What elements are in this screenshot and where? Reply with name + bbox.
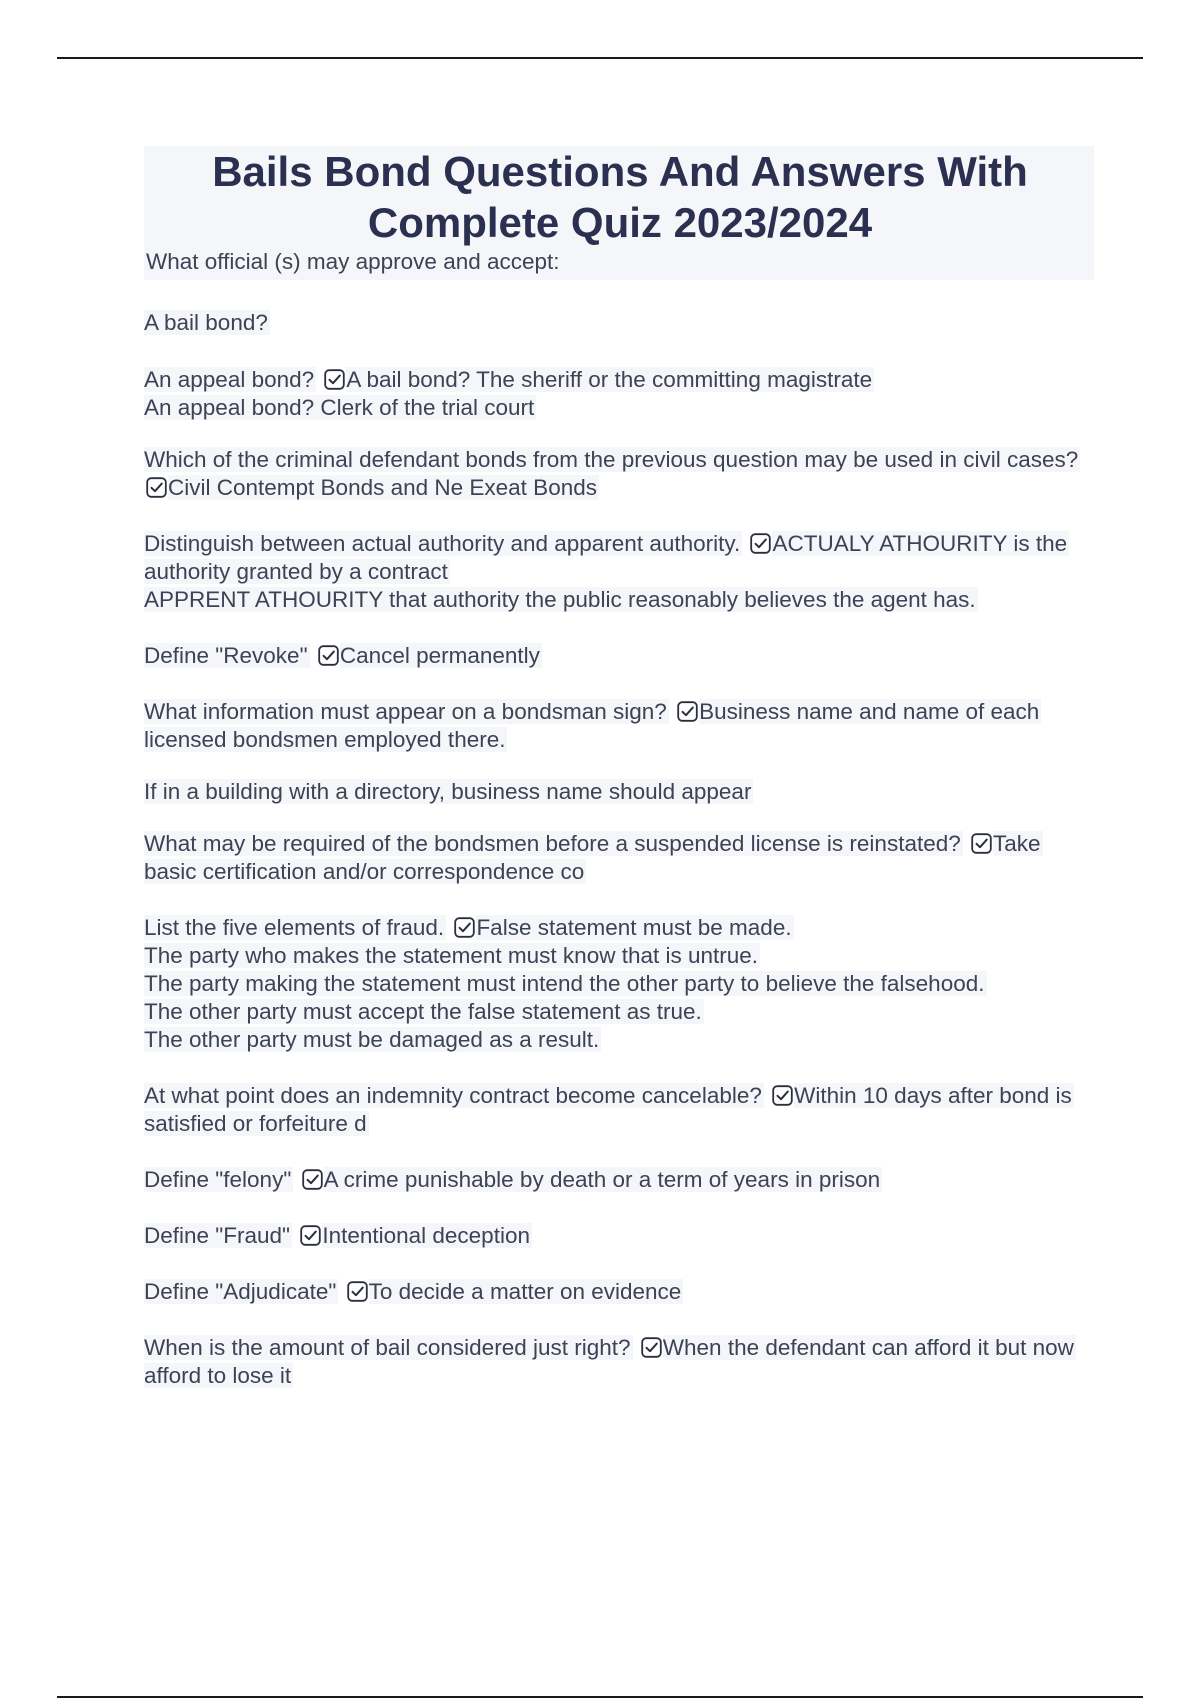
- answer-text-line: APPRENT ATHOURITY that authority the public reasonably believes the agent has.: [144, 587, 976, 612]
- qa-item: [144, 366, 1094, 422]
- qa-list: [144, 366, 1094, 1390]
- answer-text: When the defendant can afford it but now afford to lose it: [144, 1335, 1074, 1388]
- answer-text: ACTUALY ATHOURITY is the authority granted by a contract: [144, 531, 1068, 584]
- qa-item: [144, 1082, 1094, 1138]
- qa-item: [144, 914, 1094, 1054]
- qa-item: [144, 1166, 1094, 1194]
- answer-text-line: An appeal bond? Clerk of the trial court: [144, 395, 535, 420]
- checkbox-checked-icon: [347, 1281, 368, 1302]
- answer-text: Intentional deception: [322, 1223, 530, 1248]
- question-text: At what point does an indemnity contract become cancelable?: [144, 1083, 762, 1108]
- checkbox-checked-icon: [971, 833, 992, 854]
- qa-item: [144, 698, 1094, 754]
- qa-item: [144, 830, 1094, 886]
- checkbox-checked-icon: [302, 1169, 323, 1190]
- checkbox-checked-icon: [300, 1225, 321, 1246]
- qa-item: [144, 642, 1094, 670]
- question-text: Define "felony": [144, 1167, 292, 1192]
- answer-text-line: The other party must accept the false statement as true.: [144, 999, 702, 1024]
- question-text: What may be required of the bondsmen before a suspended license is reinstated?: [144, 831, 961, 856]
- checkbox-checked-icon: [454, 917, 475, 938]
- checkbox-checked-icon: [146, 477, 167, 498]
- answer-text: Take basic certification and/or correspondence co: [144, 831, 1041, 884]
- answer-text: Civil Contempt Bonds and Ne Exeat Bonds: [168, 475, 597, 500]
- checkbox-checked-icon: [677, 701, 698, 722]
- qa-item: [144, 1222, 1094, 1250]
- checkbox-checked-icon: [641, 1337, 662, 1358]
- question-text: Distinguish between actual authority and apparent authority.: [144, 531, 741, 556]
- document-title: Bails Bond Questions And Answers With Complete Quiz 2023/2024: [212, 148, 1028, 246]
- qa-item: [144, 446, 1094, 502]
- note-text: If in a building with a directory, business name should appear: [144, 779, 752, 804]
- answer-text-line: The party who makes the statement must know that is untrue.: [144, 943, 759, 968]
- answer-text-line: The other party must be damaged as a result.: [144, 1027, 600, 1052]
- document-content: [144, 146, 1094, 1390]
- intro-sub: A bail bond?: [144, 310, 268, 335]
- answer-text: Within 10 days after bond is satisfied or forfeiture d: [144, 1083, 1072, 1136]
- qa-item: [144, 1278, 1094, 1306]
- checkbox-checked-icon: [750, 533, 771, 554]
- checkbox-checked-icon: [324, 369, 345, 390]
- header-block: [144, 146, 1094, 280]
- question-text: An appeal bond?: [144, 367, 315, 392]
- question-text: List the five elements of fraud.: [144, 915, 445, 940]
- note-item: [144, 778, 1094, 806]
- answer-text: Business name and name of each licensed bondsmen employed there.: [144, 699, 1040, 752]
- qa-item: [144, 1334, 1094, 1390]
- checkbox-checked-icon: [318, 645, 339, 666]
- answer-text: Cancel permanently: [339, 643, 540, 668]
- question-text: Define "Revoke": [144, 643, 308, 668]
- question-text: Define "Fraud": [144, 1223, 291, 1248]
- answer-text: A bail bond? The sheriff or the committing magistrate: [346, 367, 873, 392]
- answer-text: A crime punishable by death or a term of years in prison: [323, 1167, 881, 1192]
- answer-text: False statement must be made.: [476, 915, 792, 940]
- checkbox-checked-icon: [772, 1085, 793, 1106]
- top-rule: [57, 57, 1143, 59]
- question-text: Which of the criminal defendant bonds from the previous question may be used in civil cases?: [144, 447, 1079, 472]
- question-text: When is the amount of bail considered just right?: [144, 1335, 631, 1360]
- qa-item: [144, 530, 1094, 614]
- intro-text: What official (s) may approve and accept:: [146, 249, 560, 274]
- answer-text-line: The party making the statement must intend the other party to believe the falsehood.: [144, 971, 985, 996]
- bottom-rule: [57, 1696, 1143, 1698]
- question-text: Define "Adjudicate": [144, 1279, 337, 1304]
- answer-text: To decide a matter on evidence: [368, 1279, 682, 1304]
- question-text: What information must appear on a bondsman sign?: [144, 699, 667, 724]
